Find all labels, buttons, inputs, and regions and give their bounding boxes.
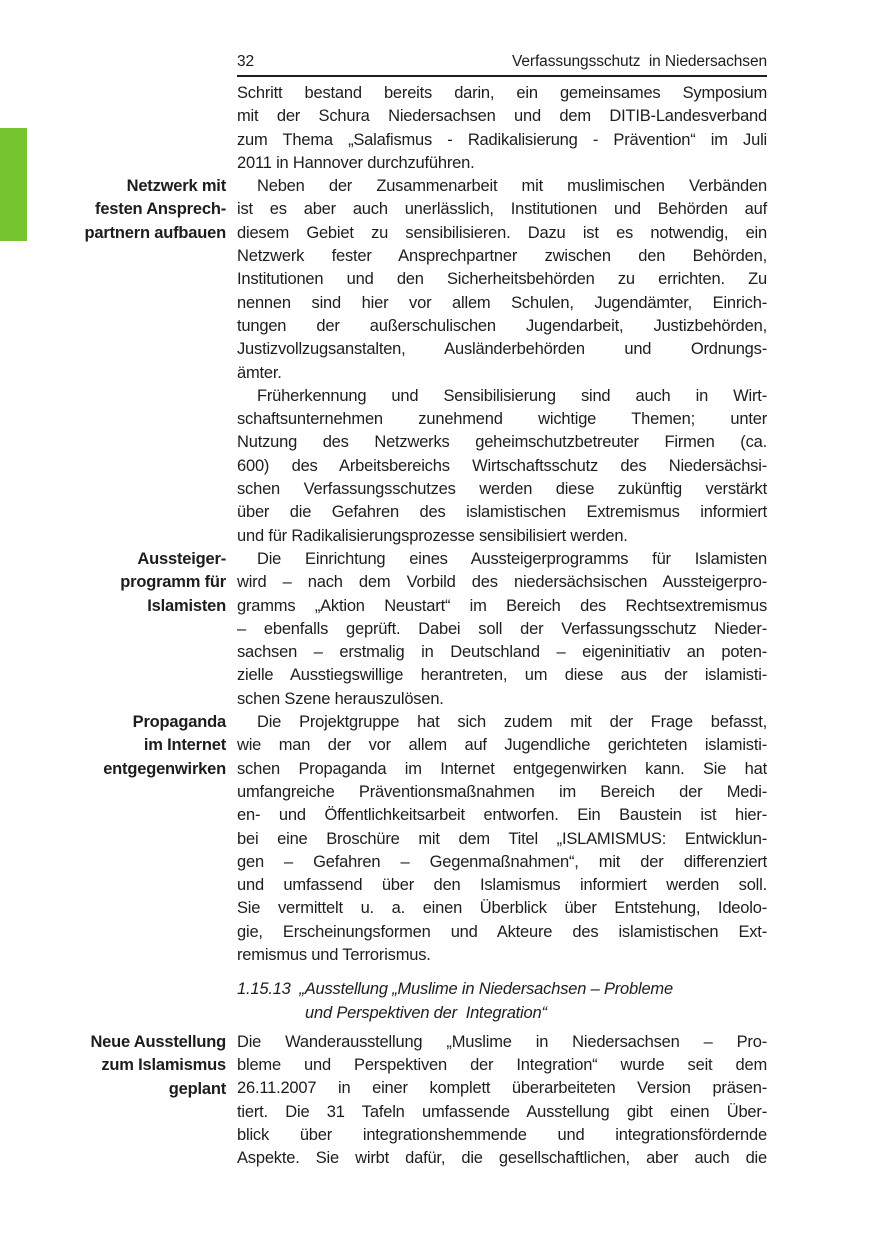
text-line: wird – nach dem Vorbild des niedersächsischen Aussteigerpro- [237,573,767,592]
margin-note-line: Neue Ausstellung [90,1033,226,1051]
text-line: Die Projektgruppe hat sich zudem mit der Frage befasst, [257,713,767,732]
text-line: tiert. Die 31 Tafeln umfassende Ausstellung gibt einen Über- [237,1102,767,1121]
margin-note-line: partnern aufbauen [84,223,226,242]
page-header [237,52,767,77]
text-line: 600) des Arbeitsbereichs Wirtschaftsschutz des Niedersächsi- [237,456,767,475]
text-line: remismus und Terrorismus. [237,945,431,964]
text-line: über die Gefahren des islamistischen Extremismus informiert [237,503,767,522]
text-line: sachsen – erstmalig in Deutschland – eigeninitiativ an poten- [237,643,767,662]
text-line: gramms „Aktion Neustart“ im Bereich des Rechtsextremismus [237,596,767,615]
margin-note-line: Islamisten [147,596,226,615]
margin-note-line: Propaganda [132,713,226,731]
margin-note-line: zum Islamismus [101,1056,226,1075]
text-line: ist es aber auch unerlässlich, Institutionen und Behörden auf [237,200,767,219]
text-line: ämter. [237,363,282,382]
margin-note-line: im Internet [143,736,226,755]
text-line: schen Szene herauszulösen. [237,689,444,708]
text-line: Institutionen und den Sicherheitsbehörden zu errichten. Zu [237,270,767,289]
text-line: bleme und Perspektiven der Integration“ wurde seit dem [237,1056,767,1075]
text-line: Neben der Zusammenarbeit mit muslimischen Verbänden [257,177,767,196]
text-line: zielle Ausstiegswillige herantreten, um diese aus der islamisti- [237,666,767,685]
text-line: 2011 in Hannover durchzuführen. [237,153,475,172]
text-line: gen – Gefahren – Gegenmaßnahmen“, mit der differenziert [237,852,767,871]
text-line: umfangreiche Präventionsmaßnahmen im Bereich der Medi- [237,782,767,801]
text-line: wie man der vor allem auf Jugendliche gerichteten islamisti- [237,736,767,755]
paragraph [237,82,767,175]
body-text-column [237,82,767,1171]
running-title: Verfassungsschutz in Niedersachsen [512,53,767,70]
section-heading [237,978,767,1025]
text-line: und umfassend über den Islamismus informiert werden soll. [237,876,767,895]
text-line: zum Thema „Salafismus - Radikalisierung - Prävention“ im Juli [237,130,767,149]
text-line: Netzwerk fester Ansprechpartner zwischen den Behörden, [237,247,767,266]
text-line: en- und Öffentlichkeitsarbeit entworfen. Ein Baustein ist hier- [237,806,767,825]
text-line: Die Einrichtung eines Aussteigerprogramms für Islamisten [257,549,767,568]
text-line: und Perspektiven der Integration“ [305,1003,547,1022]
margin-note-line: programm für [120,573,226,592]
margin-note-line: festen Ansprech- [95,200,226,219]
margin-note [0,548,226,618]
text-line: diesem Gebiet zu sensibilisieren. Dazu ist es notwendig, ein [237,223,767,242]
paragraph [237,1031,767,1171]
text-line: und für Radikalisierungsprozesse sensibilisiert werden. [237,526,628,545]
text-line: schen Verfassungsschutzes werden diese zukünftig verstärkt [237,480,767,499]
text-line: 1.15.13 „Ausstellung „Muslime in Niedersachsen – Probleme [237,980,673,999]
paragraph [237,548,767,711]
text-line: Aspekte. Sie wirbt dafür, die gesellschaftlichen, aber auch die [237,1149,767,1168]
text-line: blick über integrationshemmende und integrationsfördernde [237,1126,767,1145]
text-line: mit der Schura Niedersachsen und dem DITIB-Landesverband [237,107,767,126]
margin-note-line: Netzwerk mit [126,177,226,195]
margin-note-line: Aussteiger- [137,550,226,568]
text-line: gie, Erscheinungsformen und Akteure des islamistischen Ext- [237,922,767,941]
text-line: Sie vermittelt u. a. einen Überblick über Entstehung, Ideolo- [237,899,767,918]
text-line: Früherkennung und Sensibilisierung sind auch in Wirt- [257,386,767,405]
text-line: Die Wanderausstellung „Muslime in Niedersachsen – Pro- [237,1032,767,1051]
text-line: Nutzung des Netzwerks geheimschutzbetreuter Firmen (ca. [237,433,767,452]
paragraph [237,175,767,385]
text-line: tungen der außerschulischen Jugendarbeit, Justizbehörden, [237,316,767,335]
margin-note [0,1031,226,1101]
text-line: schaftsunternehmen zunehmend wichtige Themen; unter [237,410,767,429]
text-line: schen Propaganda im Internet entgegenwirken kann. Sie hat [237,759,767,778]
text-line: Schritt bestand bereits darin, ein gemeinsames Symposium [237,84,767,102]
margin-note [0,175,226,245]
margin-note-line: geplant [168,1079,226,1098]
text-line: bei eine Broschüre mit dem Titel „ISLAMISMUS: Entwicklun- [237,829,767,848]
paragraph [237,385,767,548]
page-number: 32 [237,53,255,70]
margin-notes-column [0,0,226,1241]
text-line: Justizvollzugsanstalten, Ausländerbehörden und Ordnungs- [237,340,767,359]
text-line: – ebenfalls geprüft. Dabei soll der Verfassungsschutz Nieder- [237,619,767,638]
margin-note-line: entgegenwirken [103,759,226,778]
text-line: 26.11.2007 in einer komplett überarbeiteten Version präsen- [237,1079,767,1098]
paragraph [237,711,767,967]
margin-note [0,711,226,781]
text-line: nennen sind hier vor allem Schulen, Jugendämter, Einrich- [237,293,767,312]
